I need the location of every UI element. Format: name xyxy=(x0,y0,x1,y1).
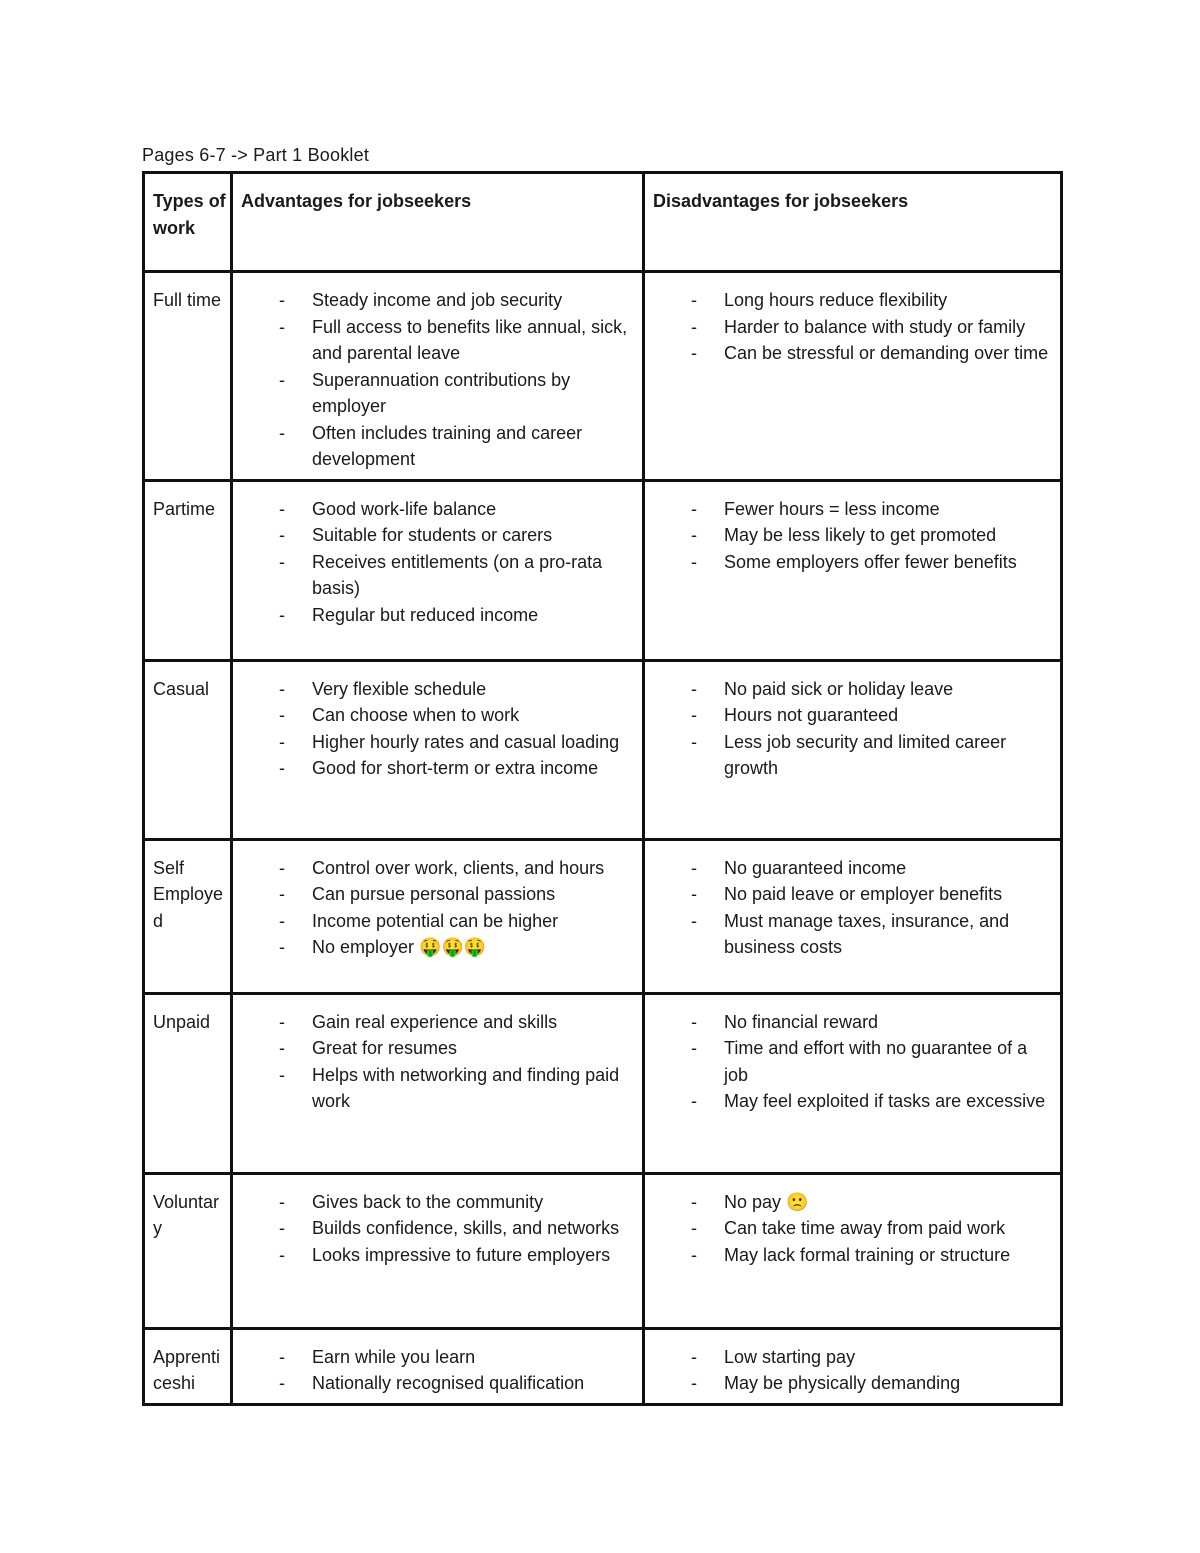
dash-bullet-icon: - xyxy=(691,857,697,878)
dash-bullet-icon: - xyxy=(279,525,285,545)
dash-bullet-icon: - xyxy=(279,1373,285,1393)
dash-bullet-icon: - xyxy=(279,1346,285,1367)
list-item xyxy=(653,1088,1052,1115)
work-type-cell: Casual xyxy=(144,660,232,839)
list-item xyxy=(653,881,1052,908)
list-item xyxy=(653,676,1052,703)
list-item xyxy=(241,934,634,961)
list-item-text: Must manage taxes, insurance, and business costs xyxy=(724,910,1010,957)
dash-bullet-icon: - xyxy=(279,857,285,878)
advantages-cell xyxy=(232,993,644,1173)
advantages-list xyxy=(241,496,634,629)
table-row xyxy=(144,660,1062,839)
list-item xyxy=(653,496,1052,523)
disadvantages-cell xyxy=(644,1173,1062,1328)
list-item-text: Can take time away from paid work xyxy=(724,1218,1006,1238)
list-item xyxy=(653,314,1052,341)
dash-bullet-icon: - xyxy=(279,758,285,778)
list-item-text: Superannuation contributions by employer xyxy=(312,369,571,416)
advantages-list xyxy=(241,1009,634,1115)
work-type-cell: Full time xyxy=(144,272,232,481)
work-type-cell: Self Employed xyxy=(144,839,232,993)
disadvantages-list xyxy=(653,676,1052,782)
dash-bullet-icon: - xyxy=(279,498,285,519)
dash-bullet-icon: - xyxy=(691,1346,697,1367)
list-item xyxy=(241,1215,634,1242)
table-row xyxy=(144,993,1062,1173)
list-item-text: May feel exploited if tasks are excessive xyxy=(724,1091,1046,1111)
disadvantages-cell xyxy=(644,272,1062,481)
list-item xyxy=(241,522,634,549)
work-type-cell: Partime xyxy=(144,480,232,660)
dash-bullet-icon: - xyxy=(279,884,285,904)
list-item xyxy=(241,367,634,420)
dash-bullet-icon: - xyxy=(279,422,285,443)
list-item xyxy=(241,287,634,314)
list-item xyxy=(241,1370,634,1397)
list-item-text: Often includes training and career development xyxy=(312,422,583,469)
list-item-text: Less job security and limited career growth xyxy=(724,731,1007,778)
list-item-text: Suitable for students or carers xyxy=(312,525,553,545)
dash-bullet-icon: - xyxy=(691,731,697,752)
advantages-list xyxy=(241,1344,634,1397)
page-heading: Pages 6-7 -> Part 1 Booklet xyxy=(142,145,370,165)
dash-bullet-icon: - xyxy=(279,1064,285,1085)
table-row xyxy=(144,839,1062,993)
list-item xyxy=(653,1242,1052,1269)
dash-bullet-icon: - xyxy=(691,1218,697,1238)
list-item xyxy=(241,314,634,367)
dash-bullet-icon: - xyxy=(691,678,697,699)
list-item-text: Builds confidence, skills, and networks xyxy=(312,1218,620,1238)
list-item-text: No pay 🙁 xyxy=(724,1191,809,1212)
disadvantages-list xyxy=(653,287,1052,367)
dash-bullet-icon: - xyxy=(691,525,697,545)
list-item-text: Regular but reduced income xyxy=(312,604,539,625)
dash-bullet-icon: - xyxy=(279,369,285,390)
list-item-text: Very flexible schedule xyxy=(312,678,487,699)
dash-bullet-icon: - xyxy=(279,604,285,625)
list-item-text: Earn while you learn xyxy=(312,1346,476,1367)
dash-bullet-icon: - xyxy=(279,910,285,931)
dash-bullet-icon: - xyxy=(279,678,285,699)
list-item-text: Harder to balance with study or family xyxy=(724,316,1026,337)
disadvantages-cell xyxy=(644,993,1062,1173)
list-item-text: Full access to benefits like annual, sick, and parental leave xyxy=(312,316,628,363)
work-types-table xyxy=(142,171,1063,1406)
disadvantages-cell xyxy=(644,839,1062,993)
dash-bullet-icon: - xyxy=(279,1191,285,1212)
list-item-text: Hours not guaranteed xyxy=(724,705,899,725)
list-item-text: No paid sick or holiday leave xyxy=(724,678,954,699)
dash-bullet-icon: - xyxy=(279,1244,285,1265)
list-item-text: Low starting pay xyxy=(724,1346,856,1367)
list-item-text: Higher hourly rates and casual loading xyxy=(312,731,620,752)
header-advantages: Advantages for jobseekers xyxy=(232,173,644,272)
list-item-text: Can pursue personal passions xyxy=(312,884,556,904)
list-item xyxy=(653,729,1052,782)
dash-bullet-icon: - xyxy=(279,1218,285,1238)
table-row xyxy=(144,1328,1062,1404)
list-item xyxy=(653,1370,1052,1397)
list-item xyxy=(653,1215,1052,1242)
dash-bullet-icon: - xyxy=(279,290,285,310)
list-item xyxy=(241,420,634,473)
list-item xyxy=(653,855,1052,882)
list-item-text: Helps with networking and finding paid work xyxy=(312,1064,620,1111)
list-item-text: Income potential can be higher xyxy=(312,910,559,931)
work-type-cell: Apprenticeshi xyxy=(144,1328,232,1404)
list-item xyxy=(241,1242,634,1269)
list-item-text: Nationally recognised qualification xyxy=(312,1373,585,1393)
list-item-text: No financial reward xyxy=(724,1011,879,1032)
disadvantages-list xyxy=(653,855,1052,961)
header-types-of-work: Types of work xyxy=(144,173,232,272)
list-item-text: No employer 🤑🤑🤑 xyxy=(312,937,487,957)
list-item xyxy=(653,908,1052,961)
advantages-cell xyxy=(232,1173,644,1328)
table-row xyxy=(144,480,1062,660)
list-item-text: Can be stressful or demanding over time xyxy=(724,343,1049,363)
list-item-text: Great for resumes xyxy=(312,1038,458,1058)
dash-bullet-icon: - xyxy=(691,343,697,363)
list-item-text: Fewer hours = less income xyxy=(724,498,940,519)
table-row xyxy=(144,272,1062,481)
list-item xyxy=(241,755,634,782)
list-item xyxy=(241,729,634,756)
list-item-text: No paid leave or employer benefits xyxy=(724,884,1003,904)
list-item xyxy=(241,602,634,629)
list-item xyxy=(653,287,1052,314)
dash-bullet-icon: - xyxy=(691,1011,697,1032)
advantages-cell xyxy=(232,272,644,481)
dash-bullet-icon: - xyxy=(691,1091,697,1111)
list-item-text: No guaranteed income xyxy=(724,857,907,878)
list-item xyxy=(241,676,634,703)
disadvantages-list xyxy=(653,1189,1052,1269)
list-item xyxy=(653,340,1052,367)
list-item-text: Control over work, clients, and hours xyxy=(312,857,605,878)
dash-bullet-icon: - xyxy=(691,498,697,519)
dash-bullet-icon: - xyxy=(279,731,285,752)
list-item-text: Gain real experience and skills xyxy=(312,1011,558,1032)
list-item-text: Looks impressive to future employers xyxy=(312,1244,611,1265)
list-item xyxy=(241,1189,634,1216)
list-item xyxy=(653,1189,1052,1216)
list-item xyxy=(241,1035,634,1062)
list-item-text: Good for short-term or extra income xyxy=(312,758,599,778)
list-item-text: Gives back to the community xyxy=(312,1191,544,1212)
table-header-row xyxy=(144,173,1062,272)
list-item-text: Some employers offer fewer benefits xyxy=(724,551,1017,572)
work-type-cell: Voluntary xyxy=(144,1173,232,1328)
disadvantages-cell xyxy=(644,480,1062,660)
list-item xyxy=(241,1062,634,1115)
list-item xyxy=(653,1009,1052,1036)
list-item xyxy=(241,908,634,935)
disadvantages-cell xyxy=(644,1328,1062,1404)
list-item xyxy=(653,522,1052,549)
list-item-text: May be less likely to get promoted xyxy=(724,525,997,545)
list-item xyxy=(241,496,634,523)
list-item-text: May be physically demanding xyxy=(724,1373,961,1393)
dash-bullet-icon: - xyxy=(279,1011,285,1032)
dash-bullet-icon: - xyxy=(279,937,285,957)
dash-bullet-icon: - xyxy=(691,316,697,337)
dash-bullet-icon: - xyxy=(691,705,697,725)
header-disadvantages: Disadvantages for jobseekers xyxy=(644,173,1062,272)
dash-bullet-icon: - xyxy=(279,1038,285,1058)
dash-bullet-icon: - xyxy=(279,705,285,725)
disadvantages-cell xyxy=(644,660,1062,839)
advantages-cell xyxy=(232,660,644,839)
advantages-cell xyxy=(232,839,644,993)
dash-bullet-icon: - xyxy=(691,1244,697,1265)
table-row xyxy=(144,1173,1062,1328)
advantages-cell xyxy=(232,480,644,660)
list-item-text: Long hours reduce flexibility xyxy=(724,290,948,310)
dash-bullet-icon: - xyxy=(691,290,697,310)
advantages-list xyxy=(241,1189,634,1269)
list-item xyxy=(653,1344,1052,1371)
list-item-text: Time and effort with no guarantee of a job xyxy=(724,1038,1028,1085)
disadvantages-list xyxy=(653,1344,1052,1397)
dash-bullet-icon: - xyxy=(691,1191,697,1212)
list-item-text: Good work-life balance xyxy=(312,498,497,519)
dash-bullet-icon: - xyxy=(691,910,697,931)
list-item-text: Receives entitlements (on a pro-rata basis) xyxy=(312,551,603,598)
list-item xyxy=(653,1035,1052,1088)
disadvantages-list xyxy=(653,1009,1052,1115)
work-type-cell: Unpaid xyxy=(144,993,232,1173)
list-item xyxy=(653,549,1052,576)
dash-bullet-icon: - xyxy=(279,551,285,572)
list-item-text: Steady income and job security xyxy=(312,290,563,310)
list-item-text: May lack formal training or structure xyxy=(724,1244,1011,1265)
list-item xyxy=(653,702,1052,729)
list-item xyxy=(241,549,634,602)
advantages-list xyxy=(241,287,634,473)
list-item xyxy=(241,1344,634,1371)
dash-bullet-icon: - xyxy=(691,884,697,904)
disadvantages-list xyxy=(653,496,1052,576)
dash-bullet-icon: - xyxy=(691,1038,697,1058)
list-item xyxy=(241,1009,634,1036)
list-item xyxy=(241,881,634,908)
advantages-list xyxy=(241,676,634,782)
list-item xyxy=(241,702,634,729)
advantages-cell xyxy=(232,1328,644,1404)
dash-bullet-icon: - xyxy=(691,1373,697,1393)
dash-bullet-icon: - xyxy=(691,551,697,572)
list-item-text: Can choose when to work xyxy=(312,705,520,725)
advantages-list xyxy=(241,855,634,961)
list-item xyxy=(241,855,634,882)
dash-bullet-icon: - xyxy=(279,316,285,337)
